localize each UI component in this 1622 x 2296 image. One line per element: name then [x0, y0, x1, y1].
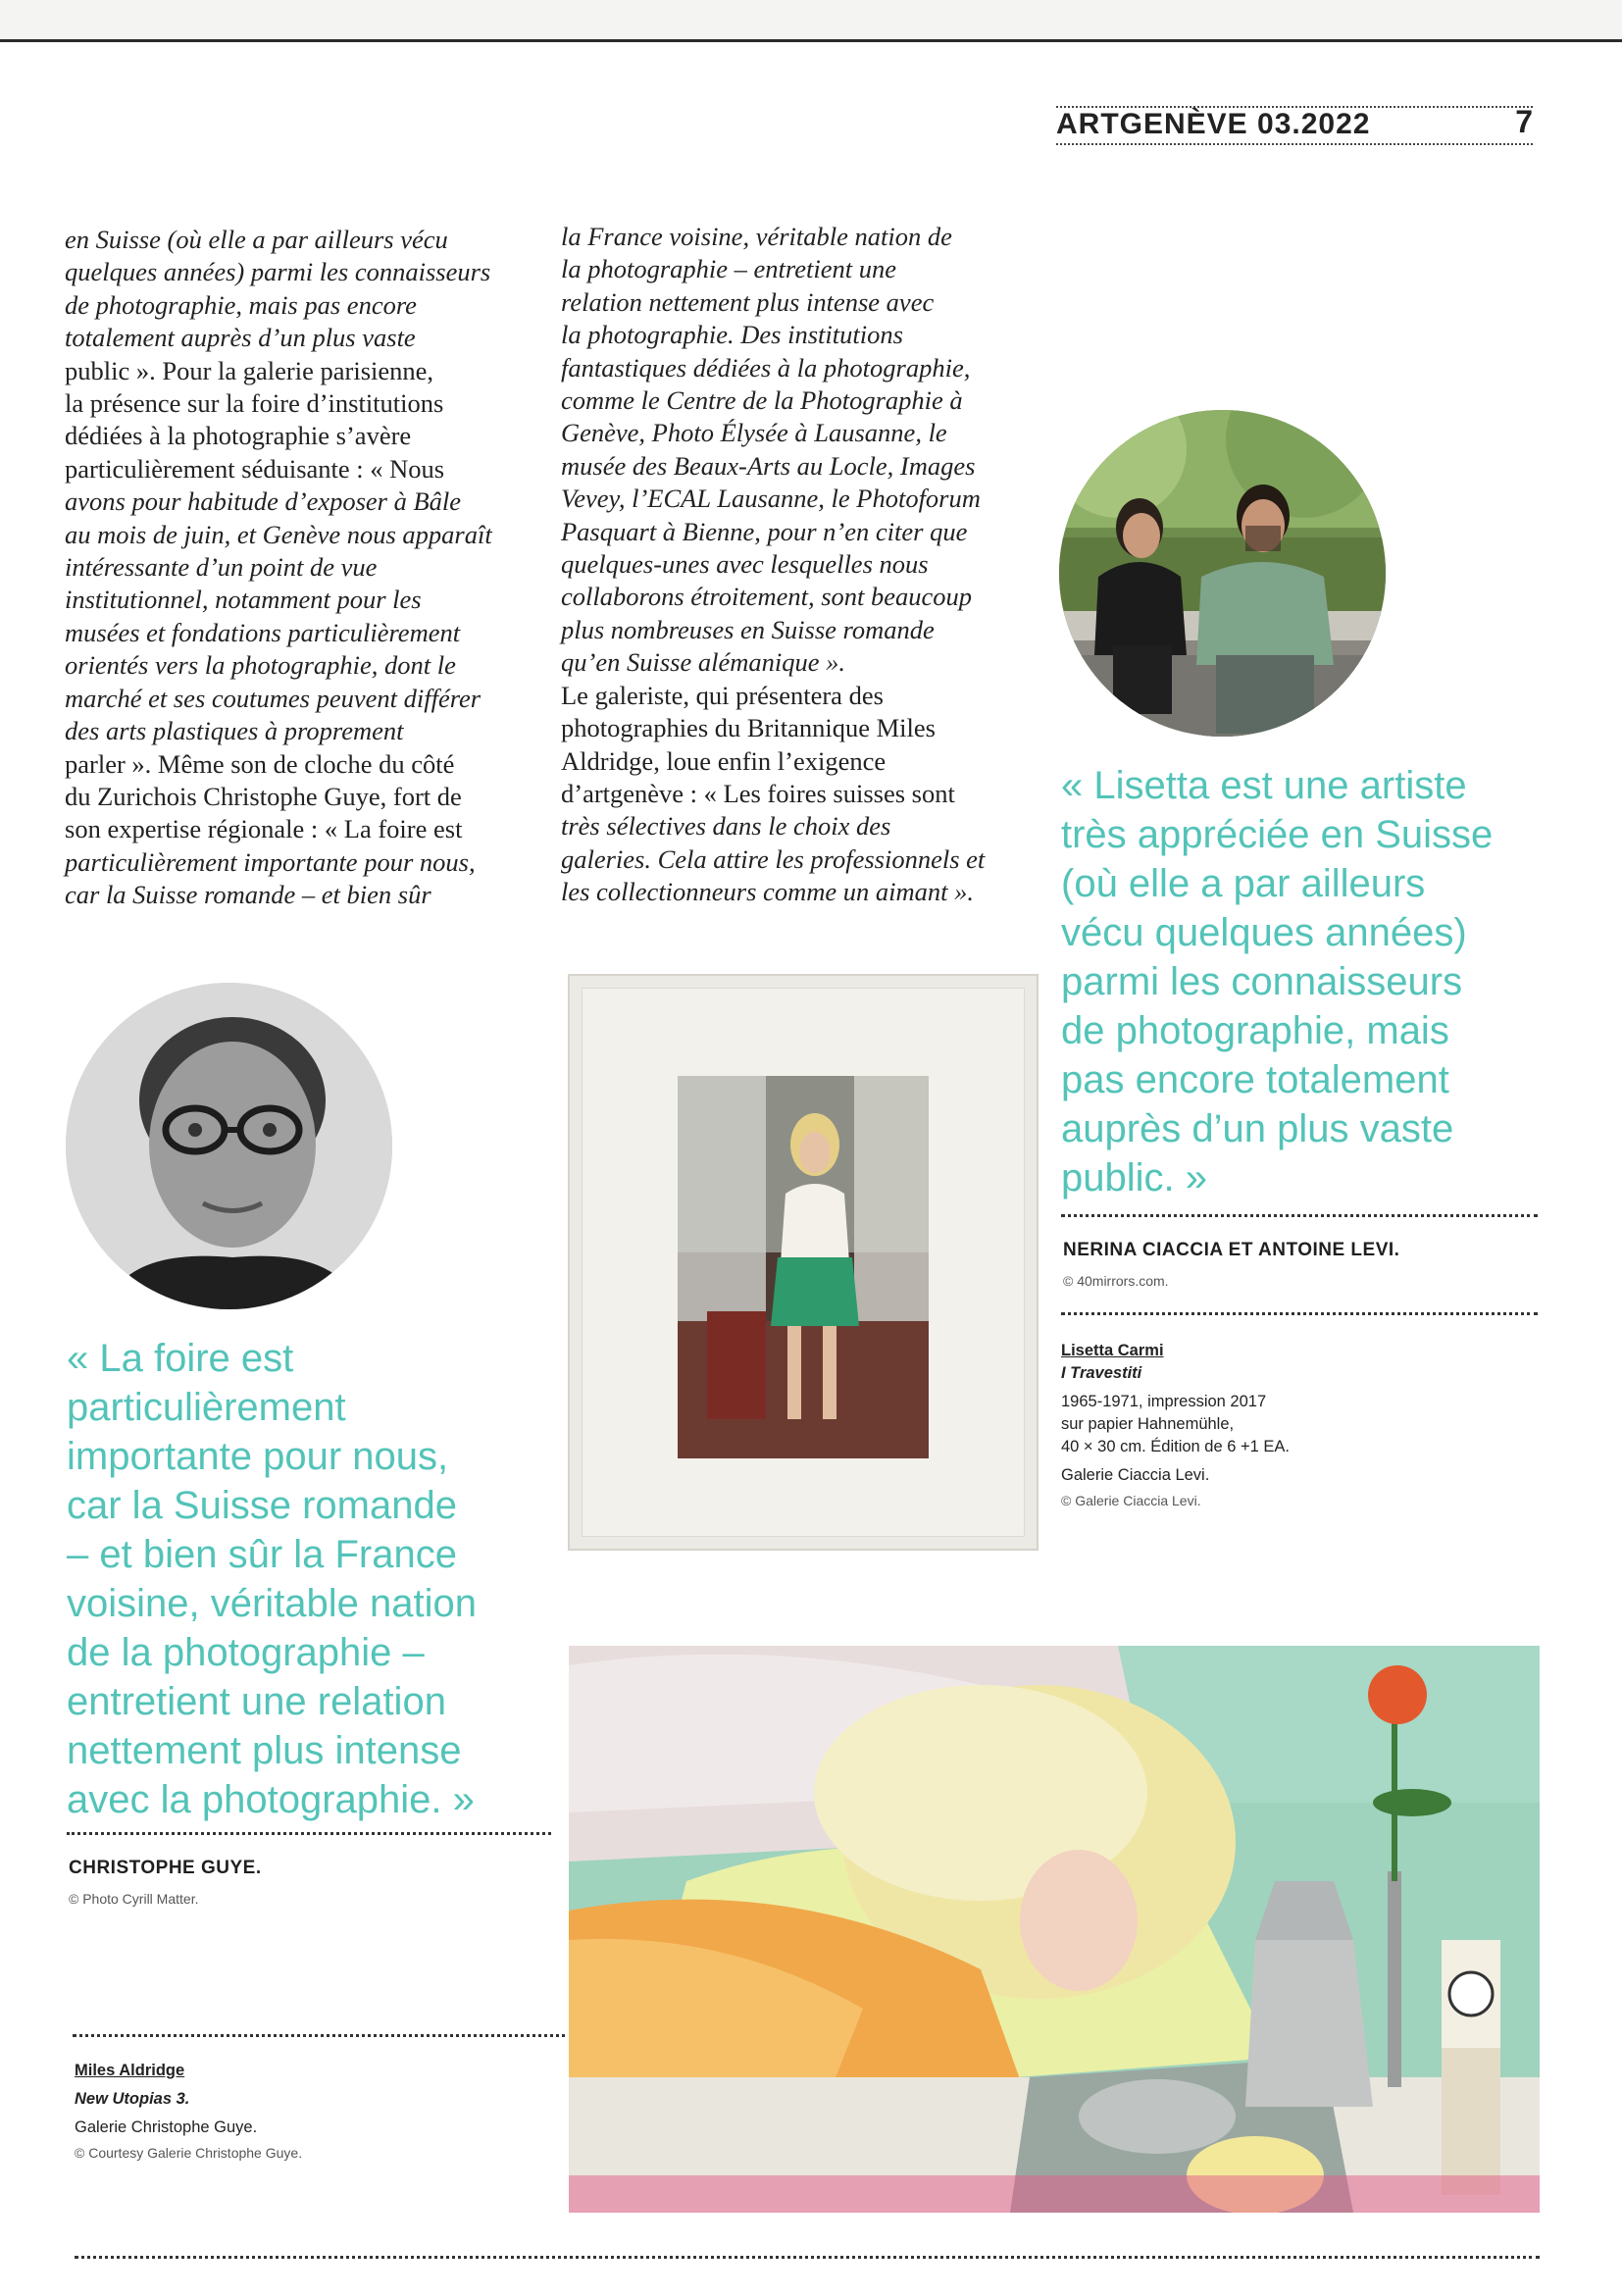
quote-line: particulièrement: [67, 1386, 346, 1429]
caption-lisetta-carmi: [1061, 1340, 1453, 1512]
christophe-guye-portrait-photo: [66, 983, 392, 1309]
travestiti-photo: [678, 1076, 929, 1458]
text-line: institutionnel, notamment pour les: [65, 585, 422, 615]
quote-line: de photographie, mais: [1061, 1009, 1449, 1052]
quote-line: « Lisetta est une artiste: [1061, 764, 1467, 807]
text-line: Pasquart à Bienne, pour n’en citer que: [561, 516, 968, 546]
text-line: musée des Beaux-Arts au Locle, Images: [561, 450, 976, 481]
text-line: musées et fondations particulièrement: [65, 617, 461, 647]
caption-carmi-rule: [1061, 1312, 1538, 1315]
quote-line: de la photographie –: [67, 1631, 425, 1674]
text-line: en Suisse (où elle a par ailleurs vécu: [65, 225, 448, 254]
text-line: de photographie, mais pas encore: [65, 289, 417, 320]
text-line: public ». Pour la galerie parisienne,: [65, 355, 434, 385]
text-line: son expertise régionale : « La foire est: [65, 814, 463, 844]
text-line: quelques-unes avec lesquelles nous: [561, 549, 929, 580]
quote-line: voisine, véritable nation: [67, 1582, 478, 1625]
text-line: particulièrement importante pour nous,: [65, 846, 476, 877]
quote-line: parmi les connaisseurs: [1061, 960, 1463, 1003]
quote-line: pas encore totalement: [1061, 1058, 1449, 1101]
text-line: car la Suisse romande – et bien sûr: [65, 880, 431, 910]
text-line: dédiées à la photographie s’avère: [65, 421, 412, 451]
caption-text: 40 × 30 cm. Édition de 6 +1 EA.: [1061, 1438, 1290, 1455]
text-line: comme le Centre de la Photographie à: [561, 385, 963, 416]
quote-right-rule: [1061, 1214, 1538, 1217]
framed-photograph-i-travestiti: [568, 974, 1039, 1551]
quote-line: public. »: [1061, 1156, 1207, 1199]
quote-left-photo-credit: © Photo Cyrill Matter.: [69, 1891, 199, 1907]
quote-left-author: CHRISTOPHE GUYE.: [69, 1858, 262, 1878]
body-column-middle: [561, 221, 1051, 909]
text-line: très sélectives dans le choix des: [561, 811, 891, 842]
text-line: marché et ses coutumes peuvent différer: [65, 683, 482, 713]
text-line: intéressante d’un point de vue: [65, 552, 378, 583]
header-top-rule: [1056, 106, 1533, 108]
page-number: 7: [1515, 104, 1533, 139]
text-line: du Zurichois Christophe Guye, fort de: [65, 781, 462, 811]
text-line: Genève, Photo Élysée à Lausanne, le: [561, 418, 947, 448]
text-line: fantastiques dédiées à la photographie,: [561, 352, 971, 383]
text-line: quelques années) parmi les connaisseurs: [65, 257, 491, 287]
new-utopias-3-photograph: [569, 1646, 1540, 2213]
quote-line: (où elle a par ailleurs: [1061, 862, 1426, 905]
quote-line: vécu quelques années): [1061, 911, 1467, 954]
quote-right-photo-credit: © 40mirrors.com.: [1063, 1273, 1169, 1289]
quote-line: « La foire est: [67, 1337, 294, 1380]
text-line: particulièrement séduisante : « Nous: [65, 453, 445, 484]
text-line: la photographie. Des institutions: [561, 320, 903, 350]
text-line: collaborons étroitement, sont beaucoup: [561, 582, 973, 612]
quote-line: nettement plus intense: [67, 1729, 462, 1772]
caption-gallery: Galerie Ciaccia Levi.: [1061, 1466, 1210, 1484]
text-line: parler ». Même son de cloche du côté: [65, 748, 455, 779]
text-line: galeries. Cela attire les professionnels et: [561, 843, 986, 874]
text-line: la France voisine, véritable nation de: [561, 222, 952, 251]
caption-gallery: Galerie Christophe Guye.: [75, 2118, 258, 2136]
quote-line: très appréciée en Suisse: [1061, 813, 1494, 856]
pull-quote-ciaccia-levi: [1061, 761, 1571, 1202]
quote-line: – et bien sûr la France: [67, 1533, 457, 1576]
text-line: avons pour habitude d’exposer à Bâle: [65, 486, 462, 517]
magazine-issue-title: ARTGENÈVE 03.2022: [1056, 108, 1371, 140]
quote-line: importante pour nous,: [67, 1435, 449, 1478]
caption-artist: Lisetta Carmi: [1061, 1342, 1164, 1359]
quote-line: auprès d’un plus vaste: [1061, 1107, 1454, 1150]
text-line: Aldridge, loue enfin l’exigence: [561, 745, 887, 776]
caption-artist: Miles Aldridge: [75, 2062, 185, 2079]
text-line: au mois de juin, et Genève nous apparaît: [65, 519, 492, 549]
caption-work-title: I Travestiti: [1061, 1364, 1142, 1382]
text-line: relation nettement plus intense avec: [561, 286, 935, 317]
page-bottom-rule: [75, 2256, 1540, 2259]
caption-copyright: © Galerie Ciaccia Levi.: [1061, 1493, 1201, 1508]
pull-quote-christophe-guye: [67, 1334, 577, 1824]
caption-text: sur papier Hahnemühle,: [1061, 1415, 1235, 1433]
quote-line: entretient une relation: [67, 1680, 446, 1723]
text-line: la photographie – entretient une: [561, 254, 896, 284]
text-line: les collectionneurs comme un aimant ».: [561, 877, 974, 907]
text-line: d’artgenève : « Les foires suisses sont: [561, 778, 955, 808]
caption-aldridge-rule: [73, 2034, 573, 2037]
text-line: Le galeriste, qui présentera des: [561, 680, 884, 710]
quote-line: avec la photographie. »: [67, 1778, 475, 1821]
text-line: plus nombreuses en Suisse romande: [561, 614, 935, 644]
caption-text: 1965-1971, impression 2017: [1061, 1393, 1267, 1410]
text-line: totalement auprès d’un plus vaste: [65, 323, 416, 353]
text-line: des arts plastiques à proprement: [65, 716, 404, 746]
text-line: la présence sur la foire d’institutions: [65, 388, 444, 419]
text-line: photographies du Britannique Miles: [561, 713, 936, 743]
body-column-left: [65, 224, 555, 912]
text-line: orientés vers la photographie, dont le: [65, 650, 456, 681]
quote-right-author: NERINA CIACCIA ET ANTOINE LEVI.: [1063, 1240, 1400, 1260]
text-line: qu’en Suisse alémanique ».: [561, 647, 845, 678]
page-header: [1056, 104, 1533, 147]
quote-left-rule: [67, 1832, 551, 1835]
quote-line: car la Suisse romande: [67, 1484, 457, 1527]
gallerists-portrait-photo: [1059, 410, 1386, 737]
caption-work-title: New Utopias 3.: [75, 2090, 190, 2108]
text-line: Vevey, l’ECAL Lausanne, le Photoforum: [561, 484, 981, 514]
header-bottom-rule: [1056, 143, 1533, 145]
caption-copyright: © Courtesy Galerie Christophe Guye.: [75, 2145, 303, 2161]
caption-miles-aldridge: [75, 2060, 526, 2165]
